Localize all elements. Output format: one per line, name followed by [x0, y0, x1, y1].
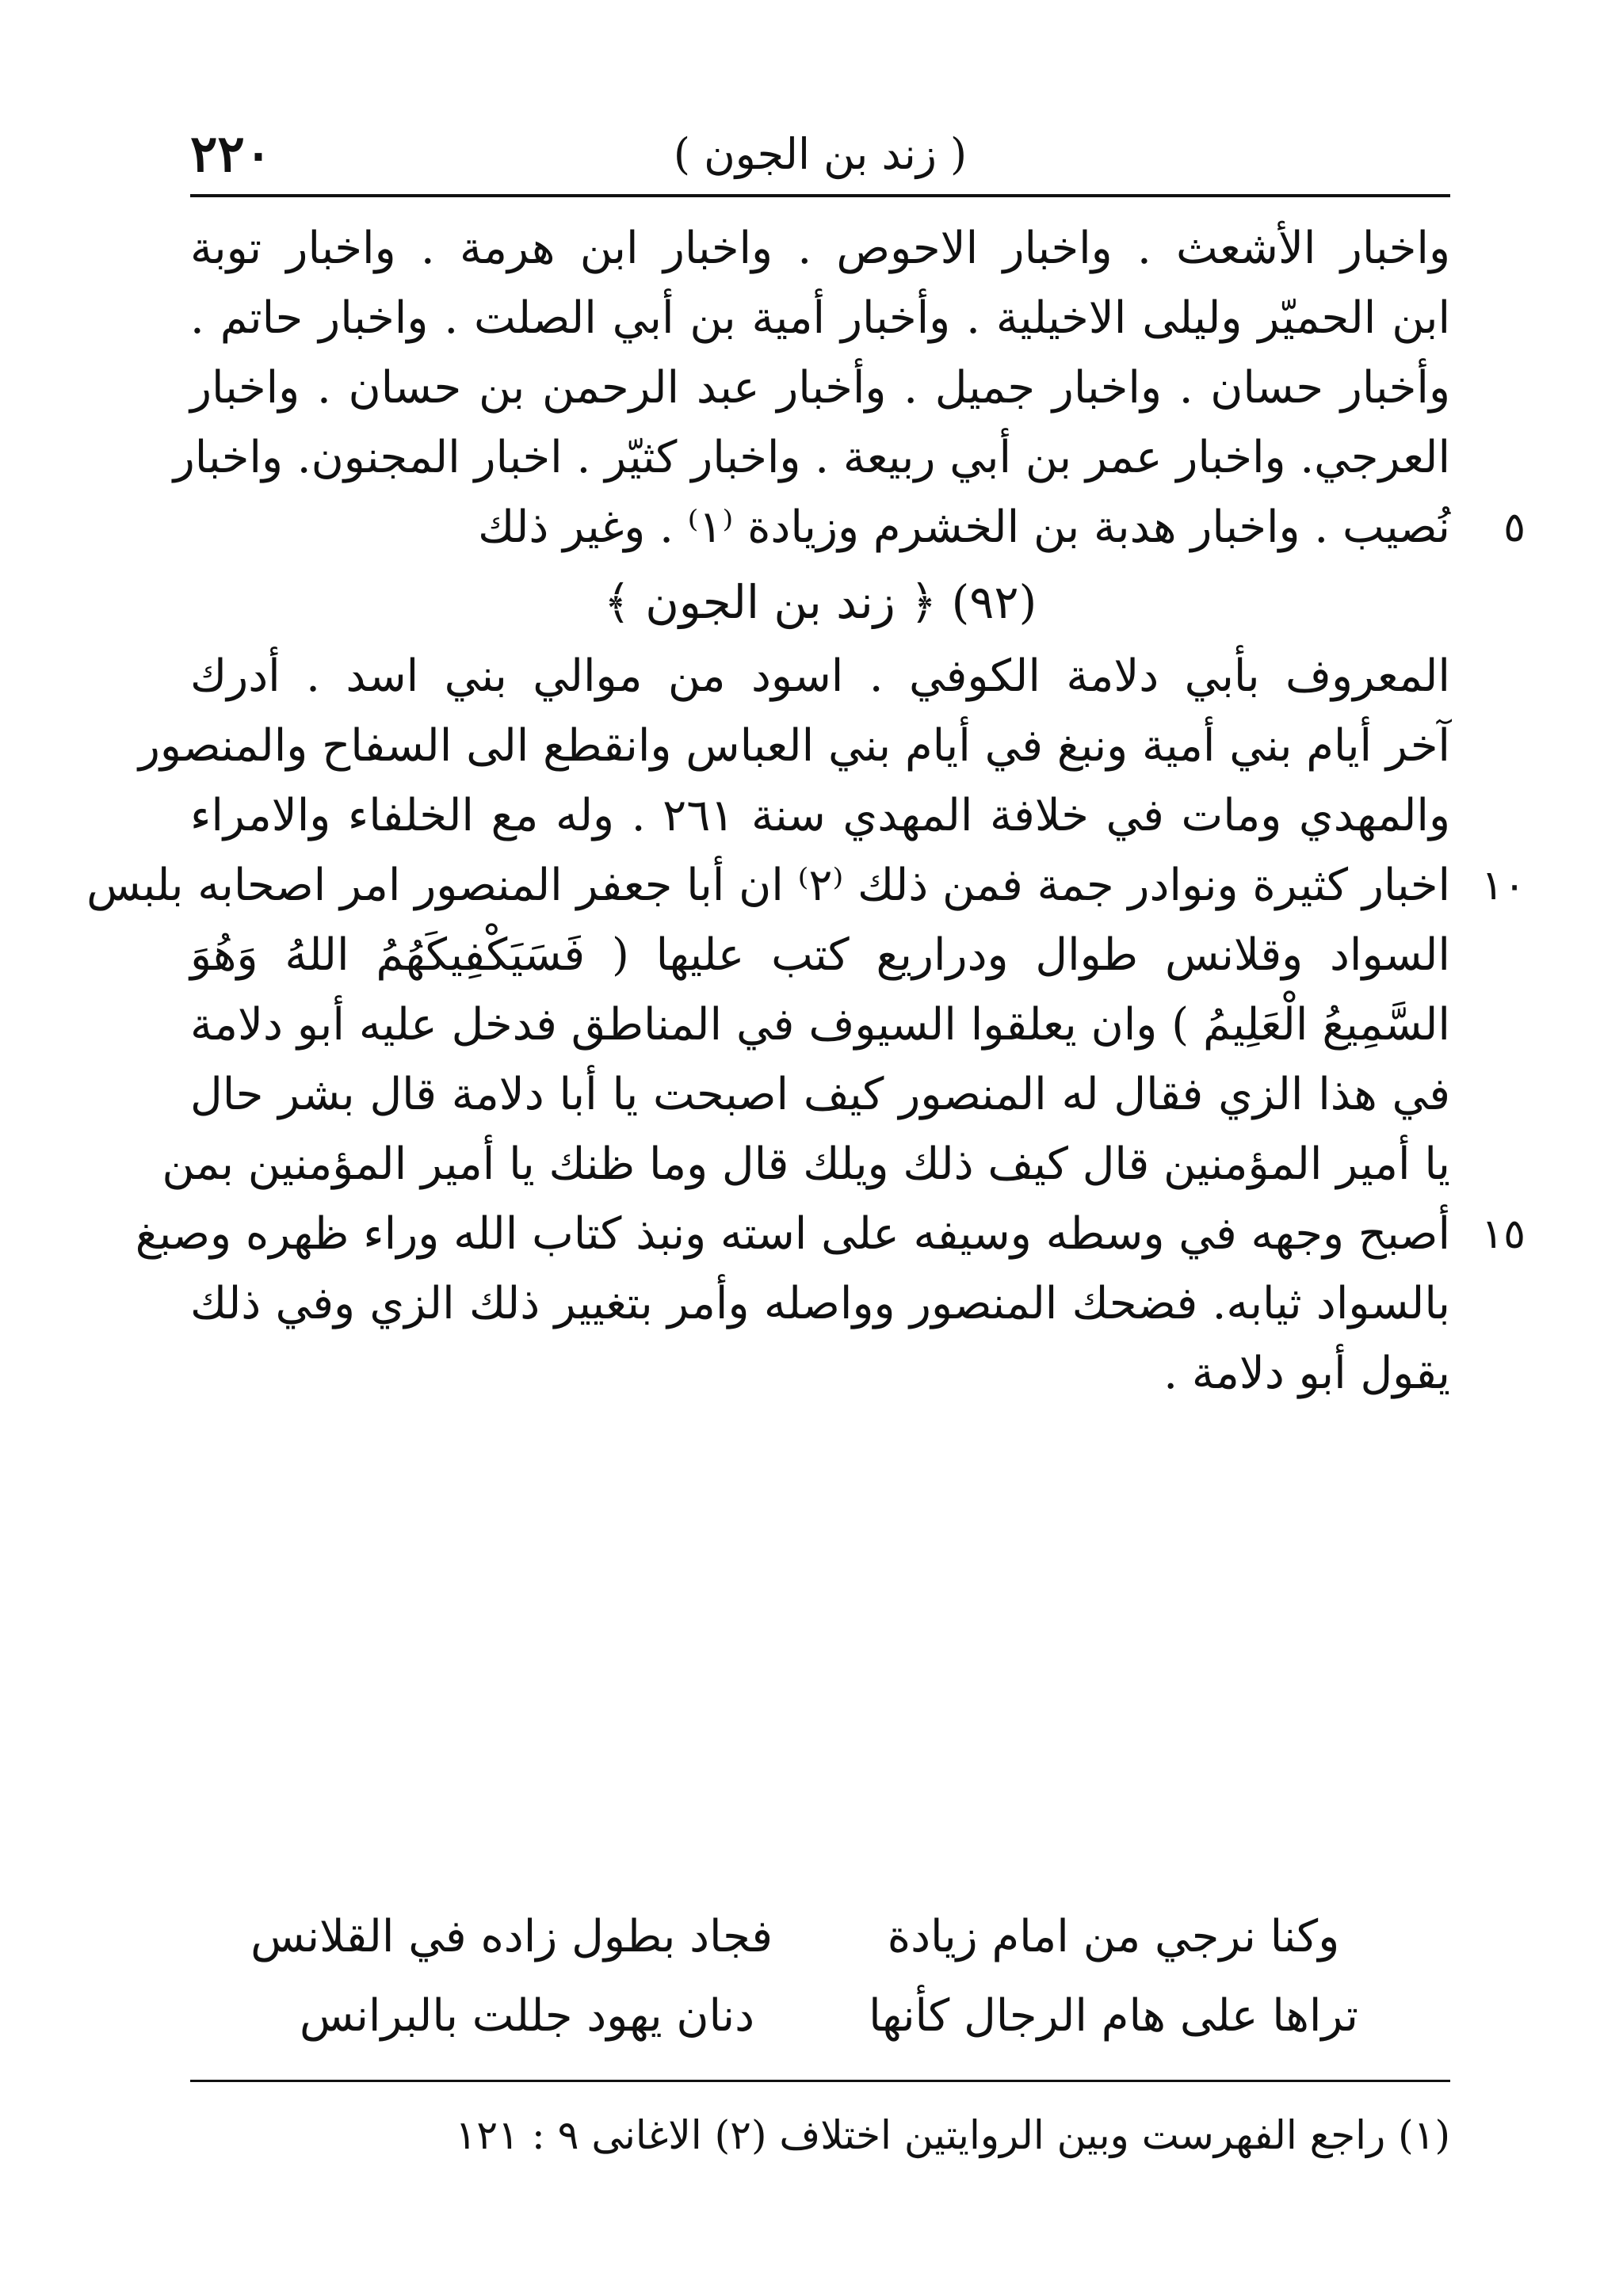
running-head: ( زند بن الجون ) — [673, 129, 968, 179]
text-line: العرجي. واخبار عمر بن أبي ربيعة . واخبار كثيّر . اخبار المجنون. واخبار — [173, 432, 1450, 483]
line-number-15: ١٥ — [1481, 1211, 1526, 1258]
text-line: ابن الحميّر وليلى الاخيلية . وأخبار أمية بن أبي الصلت . واخبار حاتم . — [190, 292, 1450, 344]
footnote-rule — [190, 2080, 1450, 2082]
text-line: في هذا الزي فقال له المنصور كيف اصبحت يا أبا دلامة قال بشر حال — [190, 1069, 1450, 1120]
text-line: بالسواد ثيابه. فضحك المنصور وواصله وأمر بتغيير ذلك الزي وفي ذلك — [190, 1278, 1450, 1329]
text-line: المعروف بأبي دلامة الكوفي . اسود من موالي بني اسد . أدرك — [190, 650, 1450, 702]
text-line-content: أصبح وجهه في وسطه وسيفه على استه ونبذ كتاب الله وراء ظهره وصبغ — [135, 1208, 1450, 1260]
page-number: ٢٢٠ — [190, 124, 273, 184]
text-line: والمهدي ومات في خلافة المهدي سنة ٢٦١ . وله مع الخلفاء والامراء — [190, 790, 1451, 841]
text-line: آخر أيام بني أمية ونبغ في أيام بني العباس وانقطع الى السفاح والمنصور — [138, 720, 1450, 772]
first-hemistich: وكنا نرجي من امام زيادة — [887, 1911, 1340, 1962]
text-line-content: اخبار كثيرة ونوادر جمة فمن ذلك ⁽٢⁾ ان أبا جعفر المنصور امر اصحابه بلبس — [86, 860, 1450, 911]
verse-row — [190, 1897, 1450, 1977]
text-line: وأخبار حسان . واخبار جميل . وأخبار عبد الرحمن بن حسان . واخبار — [190, 362, 1450, 414]
text-line: واخبار الأشعث . واخبار الاحوص . واخبار ابن هرمة . واخبار توبة — [190, 223, 1450, 274]
section-heading: (٩٢) ﴿ زند بن الجون ﴾ — [603, 575, 1037, 629]
poem — [190, 1897, 1450, 2056]
text-line: السواد وقلانس طوال ودراريع كتب عليها ( فَسَيَكْفِيكَهُمُ اللهُ وَهُوَ — [190, 929, 1450, 981]
second-hemistich: دنان يهود جللت بالبرانس — [299, 1990, 755, 2042]
text-line: يا أمير المؤمنين قال كيف ذلك ويلك قال وما ظنك يا أمير المؤمنين بمن — [162, 1138, 1450, 1190]
line-number-5: ٥ — [1503, 504, 1526, 551]
body-text — [86, 214, 1526, 1409]
header-rule — [190, 194, 1450, 197]
text-line: السَّمِيعُ الْعَلِيمُ ) وان يعلقوا السيوف في المناطق فدخل عليه أبو دلامة — [190, 999, 1450, 1051]
verse-row — [190, 1977, 1450, 2056]
text-line-content: نُصيب . واخبار هدبة بن الخشرم وزيادة ⁽١⁾ . وغير ذلك — [478, 502, 1450, 553]
line-number-10: ١٠ — [1481, 862, 1526, 910]
text-line: يقول أبو دلامة . — [1163, 1348, 1450, 1399]
text-line-15 — [135, 1199, 1526, 1269]
footnotes: (١) راجع الفهرست وبين الروايتين اختلاف (٢) الاغانى ٩ : ١٢١ — [455, 2112, 1450, 2158]
page-header — [190, 119, 1450, 190]
text-line-5 — [190, 493, 1526, 563]
text-line-10 — [86, 851, 1526, 921]
first-hemistich: تراها على هام الرجال كأنها — [869, 1990, 1358, 2042]
second-hemistich: فجاد بطول زاده في القلانس — [250, 1911, 773, 1962]
